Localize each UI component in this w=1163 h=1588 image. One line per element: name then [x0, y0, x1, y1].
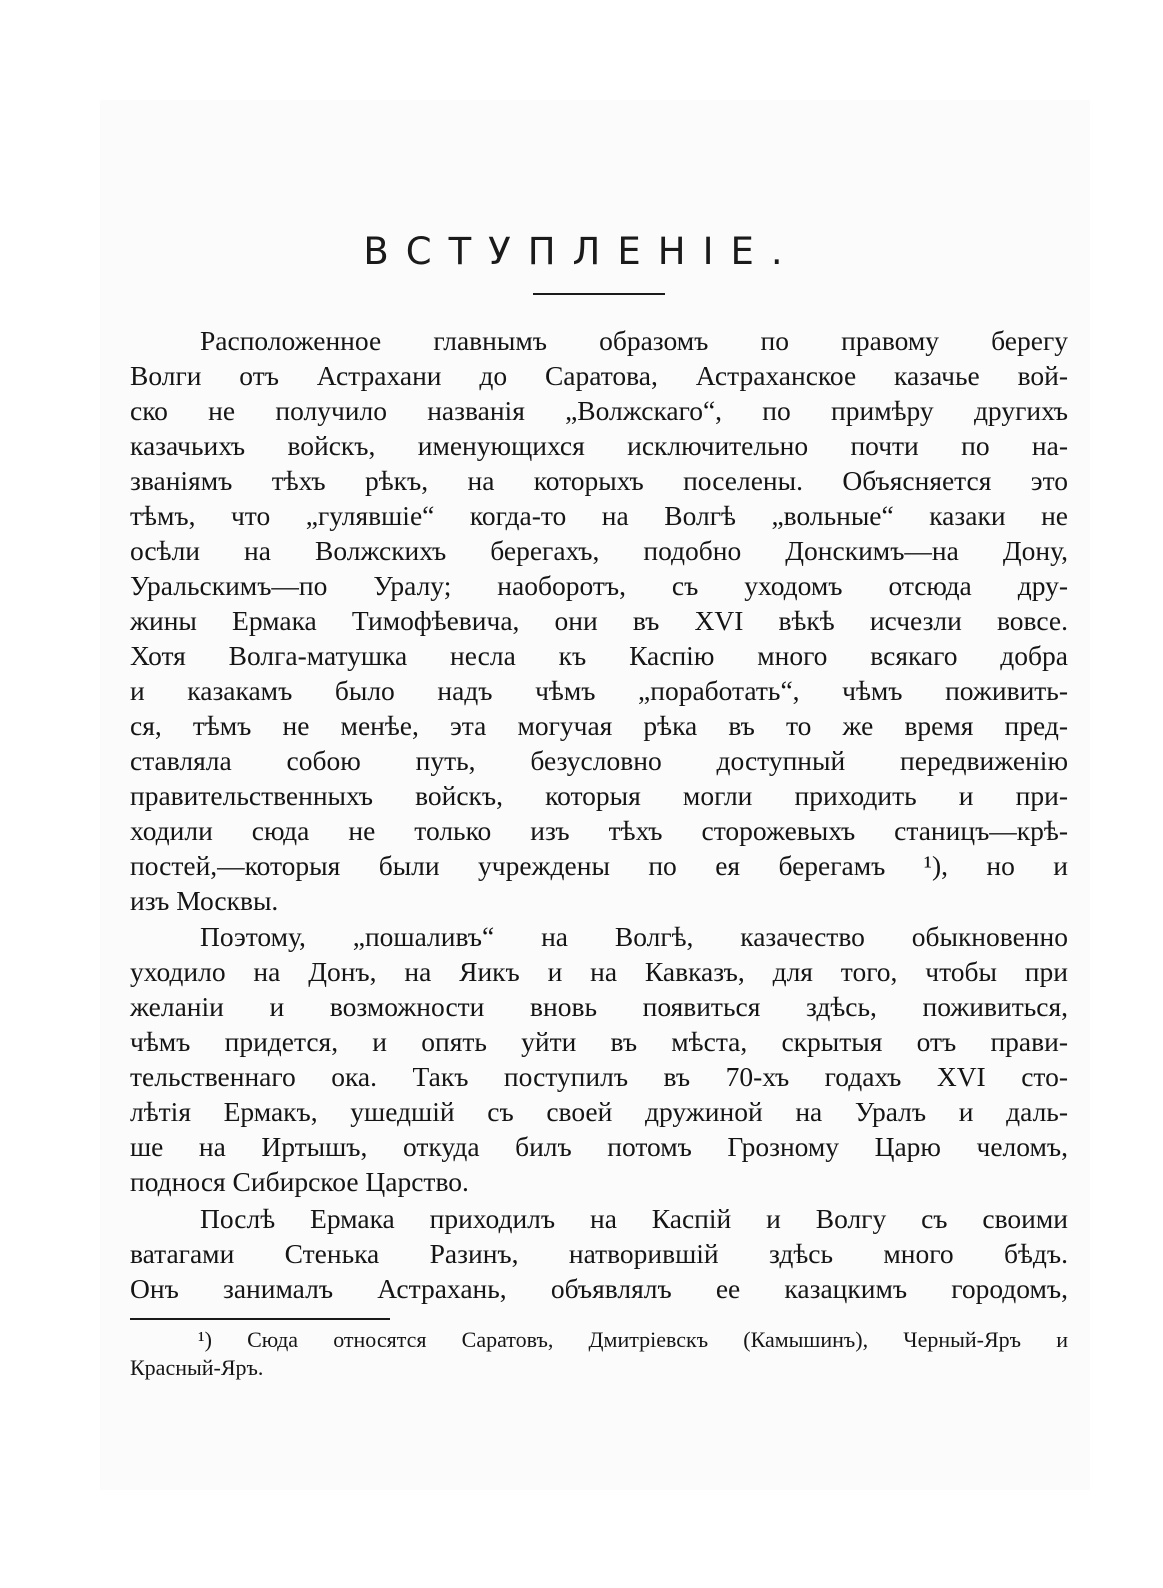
- text-line: и казакамъ было надъ чѣмъ „поработать“, чѣмъ поживить-: [130, 675, 1068, 706]
- title-divider: [533, 293, 665, 295]
- text-line: правительственныхъ войскъ, которыя могли приходить и при-: [130, 780, 1068, 811]
- text-line: уходило на Донъ, на Яикъ и на Кавказъ, для того, чтобы при: [130, 956, 1068, 987]
- text-line: Волги отъ Астрахани до Саратова, Астраханское казачье вой-: [130, 360, 1068, 391]
- text-line: жины Ермака Тимофѣевича, они въ XVI вѣкѣ исчезли вовсе.: [130, 605, 1068, 636]
- text-line: осѣли на Волжскихъ берегахъ, подобно Донскимъ—на Дону,: [130, 535, 1068, 566]
- text-line: ватагами Стенька Разинъ, натворившій здѣсь много бѣдъ.: [130, 1238, 1068, 1269]
- text-line: Уральскимъ—по Уралу; наоборотъ, съ уходомъ отсюда дру-: [130, 570, 1068, 601]
- text-line: ходили сюда не только изъ тѣхъ сторожевыхъ станицъ—крѣ-: [130, 815, 1068, 846]
- text-line: Расположенное главнымъ образомъ по правому берегу: [200, 325, 1068, 356]
- text-line: лѣтія Ермакъ, ушедшій съ своей дружиной на Уралъ и даль-: [130, 1096, 1068, 1127]
- text-line: чѣмъ придется, и опять уйти въ мѣста, скрытыя отъ прави-: [130, 1026, 1068, 1057]
- footnote-divider: [130, 1318, 390, 1320]
- text-line: изъ Москвы.: [130, 885, 279, 916]
- text-line: ставляла собою путь, безусловно доступный передвиженію: [130, 745, 1068, 776]
- text-line: званіямъ тѣхъ рѣкъ, на которыхъ поселены. Объясняется это: [130, 465, 1068, 496]
- text-line: Хотя Волга-матушка несла къ Каспію много всякаго добра: [130, 640, 1068, 671]
- text-line: постей,—которыя были учреждены по ея берегамъ ¹), но и: [130, 850, 1068, 881]
- text-line: ся, тѣмъ не менѣе, эта могучая рѣка въ то же время пред-: [130, 710, 1068, 741]
- text-line: Поэтому, „пошаливъ“ на Волгѣ, казачество обыкновенно: [200, 921, 1068, 952]
- text-line: тельственнаго ока. Такъ поступилъ въ 70-хъ годахъ XVI сто-: [130, 1061, 1068, 1092]
- text-line: тѣмъ, что „гулявшіе“ когда-то на Волгѣ „вольные“ казаки не: [130, 500, 1068, 531]
- text-line: Онъ занималъ Астрахань, объявлялъ ее казацкимъ городомъ,: [130, 1273, 1068, 1304]
- footnote-line: ¹) Сюда относятся Саратовъ, Дмитріевскъ (Камышинъ), Черный-Яръ и: [198, 1327, 1068, 1352]
- text-line: казачьихъ войскъ, именующихся исключительно почти по на-: [130, 430, 1068, 461]
- text-line: желаніи и возможности вновь появиться здѣсь, поживиться,: [130, 991, 1068, 1022]
- text-line: Послѣ Ермака приходилъ на Каспій и Волгу съ своими: [200, 1203, 1068, 1234]
- chapter-title: ВСТУПЛЕНІЕ.: [363, 230, 800, 273]
- text-line: ско не получило названія „Волжскаго“, по примѣру другихъ: [130, 395, 1068, 426]
- text-line: поднося Сибирское Царство.: [130, 1166, 469, 1197]
- text-line: ше на Иртышъ, откуда билъ потомъ Грозному Царю челомъ,: [130, 1131, 1068, 1162]
- footnote-line: Красный-Яръ.: [130, 1355, 264, 1380]
